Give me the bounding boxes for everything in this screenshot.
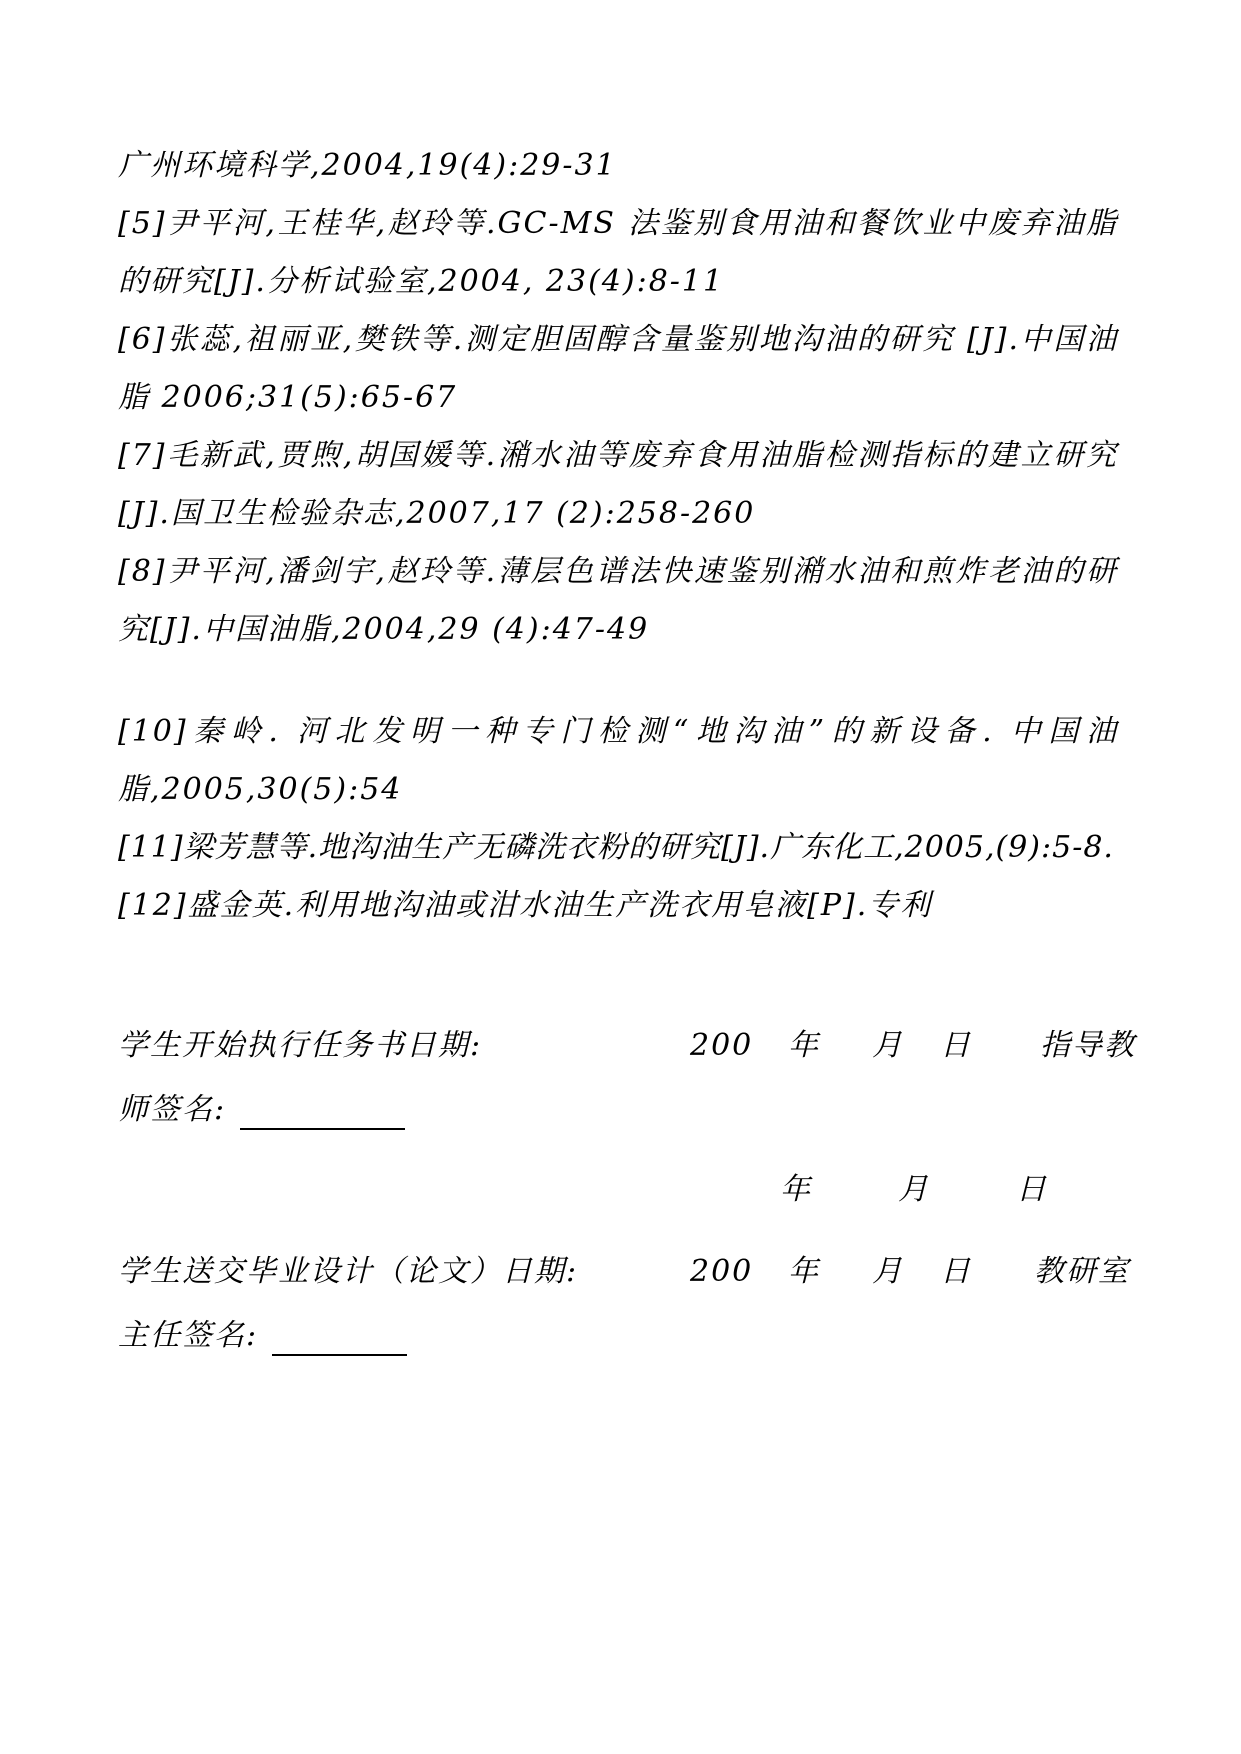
- reference-8-line-2: 究[J].中国油脂,2004,29 (4):47-49: [118, 612, 650, 647]
- reference-5-line-2: 的研究[J].分析试验室,2004, 23(4):8-11: [118, 264, 725, 299]
- advisor-signature-label-part2: 师签名:: [118, 1092, 227, 1127]
- reference-5-line-1: [5]尹平河,王桂华,赵玲等.GC-MS 法鉴别食用油和餐饮业中废弃油脂: [118, 206, 1118, 241]
- task-start-month-unit: 月: [872, 1028, 904, 1063]
- advisor-day-unit: 日: [1016, 1172, 1048, 1207]
- advisor-signature-row: [118, 1090, 405, 1130]
- advisor-year-unit: 年: [780, 1172, 812, 1207]
- advisor-month-unit: 月: [898, 1172, 930, 1207]
- director-signature-row: [118, 1316, 407, 1356]
- submission-month-unit: 月: [872, 1254, 904, 1289]
- director-signature-line[interactable]: [272, 1324, 407, 1356]
- reference-10-line-1: [10]秦岭. 河北发明一种专门检测“地沟油”的新设备. 中国油: [118, 714, 1118, 749]
- submission-year-value: 200: [690, 1254, 754, 1289]
- advisor-signature-label-part1: 指导教: [1040, 1028, 1136, 1063]
- submission-date-label: 学生送交毕业设计（论文）日期:: [118, 1254, 579, 1289]
- submission-day-unit: 日: [940, 1254, 972, 1289]
- reference-7-line-1: [7]毛新武,贾煦,胡国媛等.潲水油等废弃食用油脂检测指标的建立研究: [118, 438, 1118, 473]
- reference-11: [11]梁芳慧等.地沟油生产无磷洗衣粉的研究[J].广东化工,2005,(9):5-8.: [118, 830, 1114, 865]
- advisor-signature-line[interactable]: [240, 1098, 405, 1130]
- director-signature-label-part1: 教研室: [1034, 1254, 1130, 1289]
- reference-7-line-2: [J].国卫生检验杂志,2007,17 (2):258-260: [118, 496, 756, 531]
- reference-12: [12]盛金英.利用地沟油或泔水油生产洗衣用皂液[P].专利: [118, 888, 933, 923]
- submission-year-unit: 年: [788, 1254, 820, 1289]
- task-start-year-value: 200: [690, 1028, 754, 1063]
- reference-4-continuation: 广州环境科学,2004,19(4):29-31: [118, 148, 617, 183]
- reference-8-line-1: [8]尹平河,潘剑宇,赵玲等.薄层色谱法快速鉴别潲水油和煎炸老油的研: [118, 554, 1118, 589]
- reference-10-line-2: 脂,2005,30(5):54: [118, 772, 403, 807]
- reference-6-line-2: 脂 2006;31(5):65-67: [118, 380, 458, 415]
- task-start-day-unit: 日: [940, 1028, 972, 1063]
- task-start-year-unit: 年: [788, 1028, 820, 1063]
- director-signature-label-part2: 主任签名:: [118, 1318, 259, 1353]
- task-start-date-label: 学生开始执行任务书日期:: [118, 1028, 483, 1063]
- reference-6-line-1: [6]张蕊,祖丽亚,樊铁等.测定胆固醇含量鉴别地沟油的研究 [J].中国油: [118, 322, 1118, 357]
